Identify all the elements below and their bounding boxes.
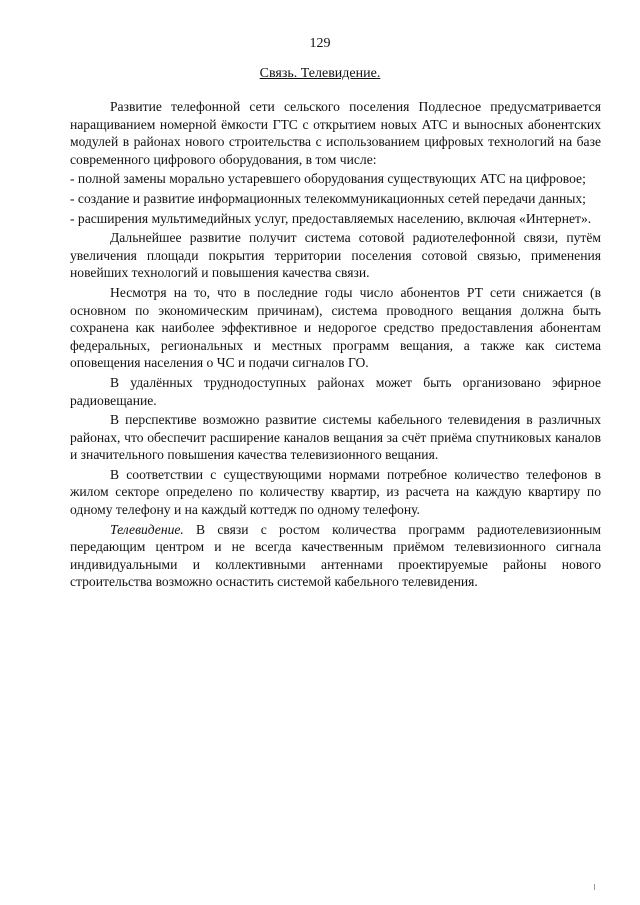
paragraph-phone-norms: В соответствии с существующими нормами потребное количество телефонов в жилом секторе определено по количеству квартир, из расчета на каждую квартиру по одному телефону и на каждый коттедж по одному телефону. [70,466,601,518]
paragraph-cable-tv: В перспективе возможно развитие системы кабельного телевидения в различных районах, что обеспечит расширение каналов вещания за счёт приёма спутниковых каналов и значительного повышения качества телевизионного вещания. [70,412,601,463]
paragraph-radio: В удалённых труднодоступных районах может быть организовано эфирное радиовещание. [70,374,601,408]
scan-mark [594,884,595,890]
television-label: Телевидение. [110,521,184,537]
page-number: 129 [309,36,331,51]
paragraph-television [70,521,601,591]
paragraph-cellular: Дальнейшее развитие получит система сотовой радиотелефонной связи, путём увеличения площади покрытия территории поселения сотовой связью, применения новейших технологий и повышения качества связи. [70,230,601,281]
list-item-multimedia: - расширения мультимедийных услуг, предоставляемых населению, включая «Интернет». [70,210,592,226]
paragraph-development: Развитие телефонной сети сельского поселения Подлесное предусматривается наращиванием номерной ёмкости ГТС с открытием новых АТС и выносных абонентских модулей в районах нового строительства с использованием цифровых технологий на базе современного цифрового оборудования, в том числе: [70,99,601,167]
list-item-digital-replacement: - полной замены морально устаревшего оборудования существующих АТС на цифровое; [70,171,586,187]
television-text: В связи с ростом количества программ радиотелевизионным передающим центром и не всегда качественным приёмом телевизионного сигнала индивидуальными и коллективными антеннами проектируемые районы нового строительства возможно оснастить системой кабельного телевидения. [70,521,601,590]
body-text [70,98,601,593]
paragraph-wired-broadcasting: Несмотря на то, что в последние годы число абонентов РТ сети снижается (в основном по экономическим причинам), система проводного вещания должна быть сохранена как наиболее эффективное и недорогое средство предоставления абонентам федеральных, региональных и местных программ вещания, а также как система оповещения населения о ЧС и подачи сигналов ГО. [70,284,601,371]
list-item-data-networks: - создание и развитие информационных телекоммуникационных сетей передачи данных; [70,190,586,206]
section-heading: Связь. Телевидение. [259,66,381,81]
